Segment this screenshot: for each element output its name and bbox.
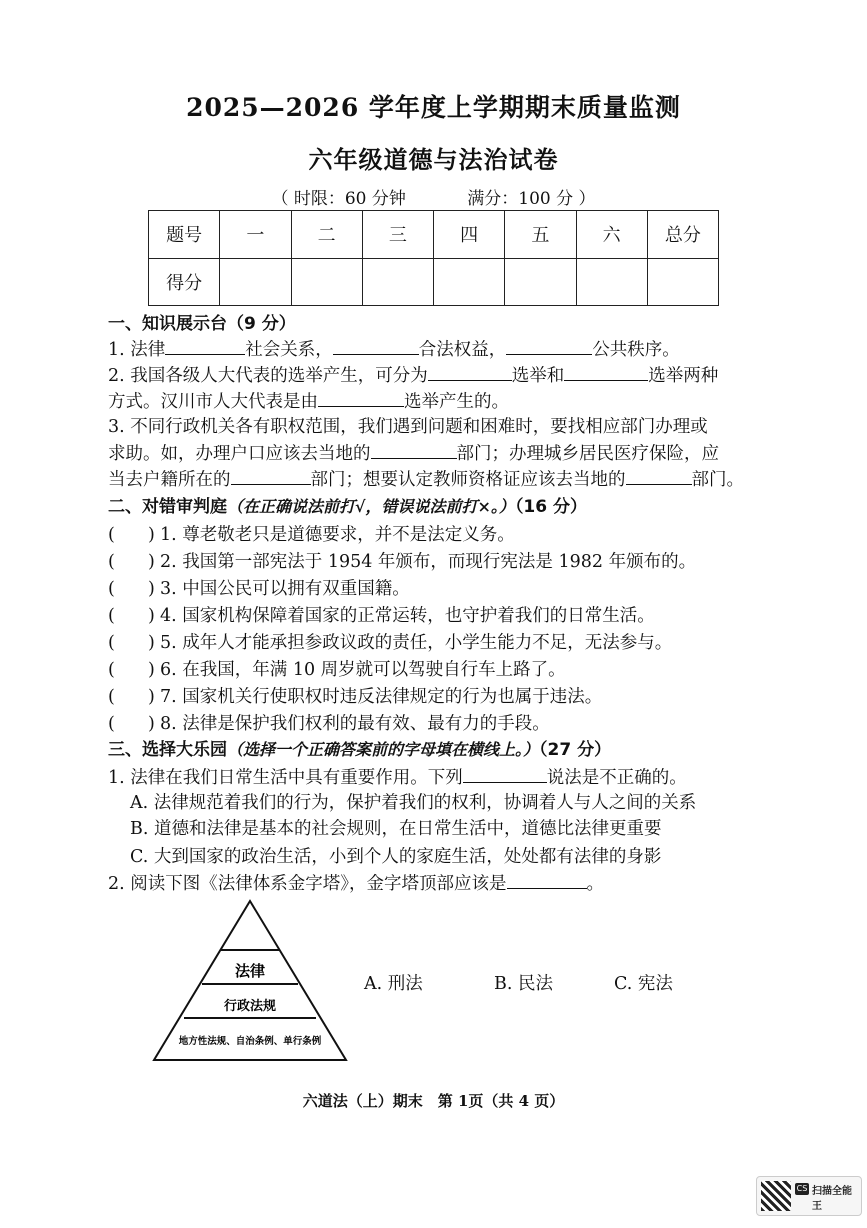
s1-q2-text: 选举和: [511, 366, 565, 386]
pyramid-level-local: 地方性法规、自治条例、单行条例: [178, 1036, 322, 1047]
answer-blank[interactable]: [428, 362, 512, 381]
score-row-label: 得分: [149, 258, 220, 306]
s1-q2-text: 选举两种: [648, 366, 719, 386]
answer-blank[interactable]: [371, 440, 457, 459]
section2-points: （16 分）: [514, 497, 588, 517]
s1-q2b-text: 选举产生的。: [404, 392, 509, 412]
score-blank[interactable]: [434, 258, 505, 306]
answer-blank[interactable]: [463, 764, 547, 783]
answer-blank[interactable]: [564, 362, 648, 381]
score-cell-6: 六: [576, 211, 647, 259]
score-table: [148, 210, 719, 306]
s3-q2-option-b[interactable]: B. 民法: [494, 974, 553, 994]
score-cell-5: 五: [505, 211, 576, 259]
score-blank[interactable]: [505, 258, 576, 306]
answer-paren-open[interactable]: (: [108, 579, 115, 599]
answer-blank[interactable]: [507, 870, 587, 889]
score-cell-1: 一: [220, 211, 291, 259]
s1-q3c-text: 当去户籍所在的: [108, 470, 231, 490]
tf-item: [108, 657, 566, 683]
s1-q3a: 3. 不同行政机关各有职权范围，我们遇到问题和困难时，要找相应部门办理或: [108, 417, 708, 437]
s1-q2b-text: 方式。汉川市人大代表是由: [108, 392, 318, 412]
s1-q1-text: 1. 法律: [108, 340, 166, 360]
answer-blank[interactable]: [165, 336, 245, 355]
s1-q2: [108, 362, 718, 389]
score-table-header-row: [149, 211, 719, 259]
answer-paren-open[interactable]: (: [108, 606, 115, 626]
answer-paren-close: ): [148, 606, 155, 626]
answer-blank[interactable]: [231, 466, 311, 485]
tf-item: [108, 630, 672, 656]
s3-q1-option-b[interactable]: B. 道德和法律是基本的社会规则，在日常生活中，道德比法律更重要: [130, 819, 662, 839]
score-blank[interactable]: [647, 258, 718, 306]
answer-blank[interactable]: [333, 336, 419, 355]
score-cell-3: 三: [362, 211, 433, 259]
section3-heading: [108, 737, 611, 763]
exam-info: [0, 184, 867, 209]
tf-item-text: 6. 在我国，年满 10 周岁就可以驾驶自行车上路了。: [160, 660, 566, 680]
score-blank[interactable]: [291, 258, 362, 306]
tf-item-text: 2. 我国第一部宪法于 1954 年颁布，而现行宪法是 1982 年颁布的。: [160, 552, 697, 572]
tf-item-text: 8. 法律是保护我们权利的最有效、最有力的手段。: [160, 714, 550, 734]
scanner-watermark: [756, 1176, 862, 1216]
answer-paren-open[interactable]: (: [108, 687, 115, 707]
answer-paren-close: ): [148, 579, 155, 599]
s3-q1-option-c[interactable]: C. 大到国家的政治生活，小到个人的家庭生活，处处都有法律的身影: [130, 847, 662, 867]
answer-paren-open[interactable]: (: [108, 714, 115, 734]
tf-item-text: 5. 成年人才能承担参政议政的责任，小学生能力不足，无法参与。: [160, 633, 673, 653]
s1-q3b-text: 求助。如，办理户口应该去当地的: [108, 444, 371, 464]
answer-paren-close: ): [148, 660, 155, 680]
tf-item-text: 1. 尊老敬老只是道德要求，并不是法定义务。: [160, 525, 515, 545]
tf-item-text: 3. 中国公民可以拥有双重国籍。: [160, 579, 410, 599]
score-table-score-row: [149, 258, 719, 306]
answer-paren-close: ): [148, 714, 155, 734]
answer-paren-close: ): [148, 552, 155, 572]
score-cell-total: 总分: [647, 211, 718, 259]
tf-item: [108, 603, 655, 629]
exam-title: 2025—2026 学年度上学期期末质量监测: [186, 93, 681, 122]
answer-blank[interactable]: [506, 336, 592, 355]
s1-q3c-text: 部门；想要认定教师资格证应该去当地的: [310, 470, 626, 490]
score-cell-4: 四: [434, 211, 505, 259]
answer-paren-close: ): [148, 525, 155, 545]
answer-blank[interactable]: [318, 388, 404, 407]
scanner-logo-icon: CS: [796, 1184, 808, 1193]
s1-q3b: [108, 440, 719, 467]
answer-paren-close: ): [148, 687, 155, 707]
time-limit: （ 时限：60 分钟: [271, 189, 406, 209]
answer-paren-close: ): [148, 633, 155, 653]
s3-q1-text: 1. 法律在我们日常生活中具有重要作用。下列: [108, 768, 463, 788]
pyramid-level-law: 法律: [234, 962, 266, 980]
s3-q1-option-a[interactable]: A. 法律规范着我们的行为，保护着我们的权利，协调着人与人之间的关系: [130, 793, 697, 813]
section3-title: 三、选择大乐园: [108, 740, 227, 760]
score-blank[interactable]: [362, 258, 433, 306]
tf-item-text: 4. 国家机构保障着国家的正常运转，也守护着我们的日常生活。: [160, 606, 655, 626]
tf-item: [108, 684, 602, 710]
answer-paren-open[interactable]: (: [108, 552, 115, 572]
answer-paren-open[interactable]: (: [108, 660, 115, 680]
s1-q1-text: 合法权益，: [418, 340, 507, 360]
s3-q2-text: 2. 阅读下图《法律体系金字塔》，金字塔顶部应该是: [108, 874, 507, 894]
tf-item: [108, 522, 515, 548]
section2-note: （在正确说法前打√，错误说法前打×。）: [227, 497, 515, 516]
answer-paren-open[interactable]: (: [108, 633, 115, 653]
tf-item: [108, 576, 410, 602]
tf-item-text: 7. 国家机关行使职权时违反法律规定的行为也属于违法。: [160, 687, 603, 707]
s3-q1: [108, 764, 687, 791]
s1-q1: [108, 336, 680, 363]
s1-q3b-text: 部门；办理城乡居民医疗保险，应: [456, 444, 719, 464]
answer-paren-open[interactable]: (: [108, 525, 115, 545]
pyramid-level-admin: 行政法规: [223, 999, 277, 1014]
section3-note: （选择一个正确答案前的字母填在横线上。）: [227, 740, 540, 759]
scanner-brand: 扫描全能王: [812, 1186, 852, 1212]
tf-item: [108, 549, 696, 575]
score-cell-label: 题号: [149, 211, 220, 259]
exam-subtitle: 六年级道德与法治试卷: [308, 145, 559, 174]
s1-q2b: [108, 388, 509, 415]
s3-q2-option-c[interactable]: C. 宪法: [614, 974, 673, 994]
s1-q3c-text: 部门。: [691, 470, 744, 490]
s3-q2-option-a[interactable]: A. 刑法: [364, 974, 423, 994]
section2-heading: [108, 494, 587, 520]
law-pyramid-diagram: [150, 898, 350, 1064]
full-score: 满分：100 分 ）: [467, 189, 596, 209]
score-cell-2: 二: [291, 211, 362, 259]
section3-points: （27 分）: [539, 740, 612, 760]
s3-q2: [108, 870, 604, 897]
s1-q1-text: 社会关系，: [245, 340, 333, 360]
s3-q2-text: 。: [586, 874, 605, 894]
page-footer: 六道法（上）期末 第 1页（共 4 页）: [302, 1092, 565, 1110]
s1-q1-text: 公共秩序。: [592, 340, 680, 360]
s1-q2-text: 2. 我国各级人大代表的选举产生，可分为: [108, 366, 428, 386]
section1-heading: 一、知识展示台（9 分）: [108, 314, 296, 334]
tf-item: [108, 711, 550, 737]
score-blank[interactable]: [576, 258, 647, 306]
qr-code-icon: [761, 1181, 791, 1211]
answer-blank[interactable]: [626, 466, 692, 485]
section2-title: 二、对错审判庭: [108, 497, 227, 517]
s3-q1-text: 说法是不正确的。: [546, 768, 687, 788]
s1-q3c: [108, 466, 744, 493]
score-blank[interactable]: [220, 258, 291, 306]
